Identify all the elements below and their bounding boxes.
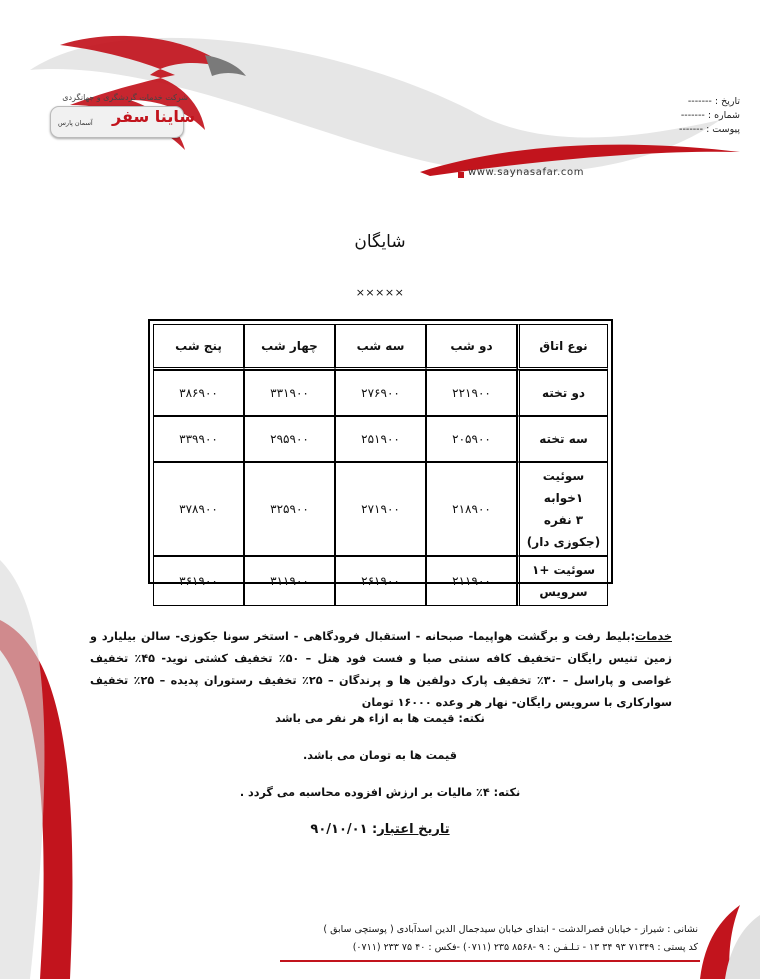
row-type <box>517 462 608 556</box>
row-type-line: سوئیت ۱خوابه <box>542 469 585 505</box>
table-row <box>153 416 608 462</box>
header-room-type: نوع اتاق <box>517 324 608 370</box>
rates-table-frame <box>148 319 613 599</box>
footer-contact: کد پستی : ۷۱۳۴۹ ۹۳ ۳۴ ۱۳ - تـلـفـن : ۹ -۸۵۶۸ ۲۳۵ (۰۷۱۱) -فکس : ۴۰ ۷۵ ۲۳۳ (۰۷۱۱) <box>352 942 698 953</box>
price-cell: ۲۷۱۹۰۰ <box>335 462 426 556</box>
attachment-field: پیوست : ------- <box>679 124 740 135</box>
services-label: خدمات <box>635 630 672 643</box>
website-bullet-icon <box>458 172 464 178</box>
row-type-line: سوئیت +۱ <box>532 563 595 577</box>
price-cell: ۲۵۱۹۰۰ <box>335 416 426 462</box>
note-currency: قیمت ها به تومان می باشد. <box>303 749 457 762</box>
table-row <box>153 370 608 416</box>
row-type-line: ۳ نفره <box>543 513 584 527</box>
price-cell: ۲۱۱۹۰۰ <box>426 556 517 606</box>
row-type-line: سرویس <box>539 585 588 599</box>
services-text: :بلیط رفت و برگشت هواپیما- صبحانه - استقبال فرودگاهی - استخر سونا جکوزی- سالن بیلیارد و زمین تنیس رایگان –تخفیف کافه سنتی صبا و فست فود هتل – ۵۰٪ تخفیف کشتی نوید- ۴۵٪ تخفیف غواصی و پاراسل – ۳۰٪ تخفیف پارک دولفین ها و پرندگان – ۲۵٪ تخفیف رستوران پدیده – ۲۵٪ تخفیف سوارکاری با سرویس رایگان- نهار هر وعده ۱۶۰۰۰ تومان <box>90 630 672 709</box>
price-cell: ۲۱۸۹۰۰ <box>426 462 517 556</box>
table-row <box>153 556 608 606</box>
hotel-title: شایگان <box>354 232 406 252</box>
price-cell: ۲۶۱۹۰۰ <box>335 556 426 606</box>
date-field: تاریخ : ------- <box>687 96 740 107</box>
company-tagline: شرکت خدمات گردشگری و جهانگردی <box>62 93 188 102</box>
price-cell: ۳۲۵۹۰۰ <box>244 462 335 556</box>
hotel-stars: ××××× <box>355 286 405 299</box>
validity-date <box>0 822 760 837</box>
note-per-person: نکته: قیمت ها به ازاء هر نفر می باشد <box>275 712 485 725</box>
price-cell: ۳۳۱۹۰۰ <box>244 370 335 416</box>
price-cell: ۳۶۱۹۰۰ <box>153 556 244 606</box>
price-cell: ۳۷۸۹۰۰ <box>153 462 244 556</box>
price-cell: ۲۲۱۹۰۰ <box>426 370 517 416</box>
price-cell: ۳۱۱۹۰۰ <box>244 556 335 606</box>
footer-divider <box>280 960 700 962</box>
header-three-nights: سه شب <box>335 324 426 370</box>
price-cell: ۳۸۶۹۰۰ <box>153 370 244 416</box>
validity-label: تاریخ اعتبار <box>377 822 450 837</box>
validity-value: : ۹۰/۱۰/۰۱ <box>310 822 378 837</box>
price-cell: ۲۷۶۹۰۰ <box>335 370 426 416</box>
row-type <box>517 556 608 606</box>
table-row <box>153 462 608 556</box>
price-cell: ۲۹۵۹۰۰ <box>244 416 335 462</box>
header-five-nights: پنج شب <box>153 324 244 370</box>
header-two-nights: دو شب <box>426 324 517 370</box>
header-four-nights: چهار شب <box>244 324 335 370</box>
brand-subtitle: آسمان پارس <box>58 119 93 127</box>
number-field: شماره : ------- <box>680 110 740 121</box>
row-type-line: (جکوزی دار) <box>526 535 601 549</box>
row-type: دو تخته <box>517 370 608 416</box>
table-header-row <box>153 324 608 370</box>
website-link[interactable]: www.saynasafar.com <box>468 167 585 178</box>
note-tax: نکته: ۴٪ مالیات بر ارزش افزوده محاسبه می گردد . <box>239 786 521 799</box>
price-cell: ۳۳۹۹۰۰ <box>153 416 244 462</box>
price-cell: ۲۰۵۹۰۰ <box>426 416 517 462</box>
rates-table <box>153 324 608 606</box>
footer-address: نشانی : شیراز - خیابان قصرالدشت - ابتدای خیابان سیدجمال الدین اسدآبادی ( پوستچی سابق ) <box>323 924 698 935</box>
services-paragraph <box>90 626 672 714</box>
brand-name: ساینا سفر <box>112 107 196 126</box>
row-type: سه تخته <box>517 416 608 462</box>
